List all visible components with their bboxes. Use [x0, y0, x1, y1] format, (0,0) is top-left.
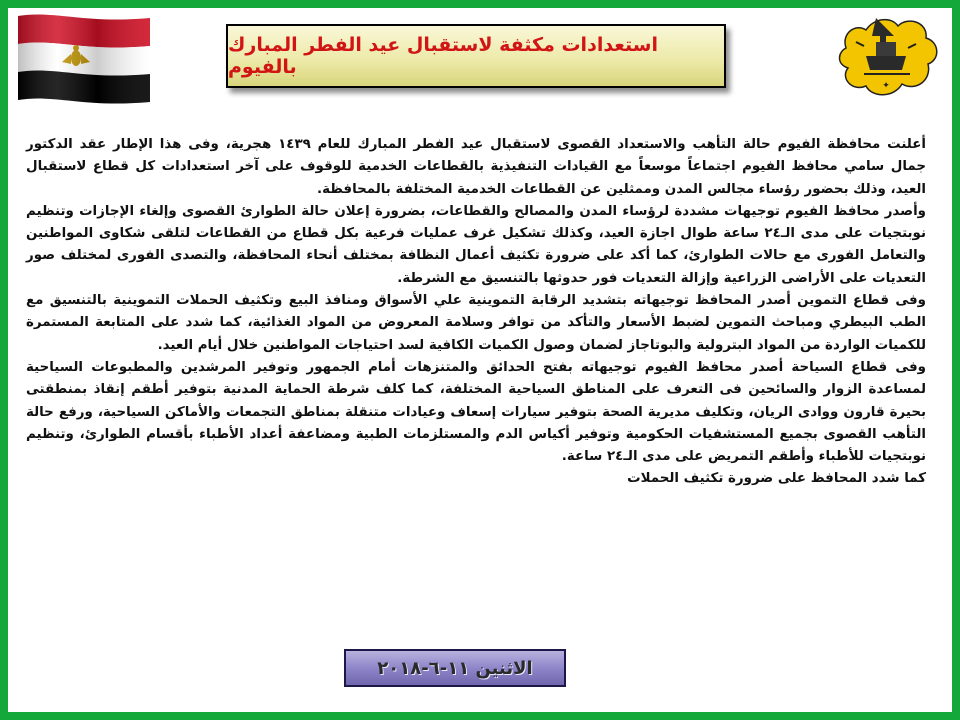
paragraph: كما شدد المحافظ على ضرورة تكثيف الحملات — [627, 471, 926, 487]
headline: استعدادات مكثفة لاستقبال عيد الفطر المبارك بالفيوم — [228, 34, 658, 78]
fayoum-governorate-logo — [836, 8, 946, 103]
paragraph: أعلنت محافظة الفيوم حالة التأهب والاستعداد القصوى لاستقبال عيد الفطر المبارك للعام ١٤٣٩ هجرية، وفى هذا الإطار عقد الدكتور جمال سامي محافظ الفيوم اجتماعاً موسعاً مع القيادات التنفيذية بالقطاعات الخدمية للوقوف على آخر استعدادات كل قطاع لاستقبال العيد، وذلك بحضور رؤساء مجالس المدن وممثلين عن القطاعات الخدمية المختلفة بالمحافظة. — [26, 137, 926, 197]
paragraph: وفى قطاع التموين أصدر المحافظ توجيهاته بتشديد الرقابة التموينية علي الأسواق ومنافذ البيع وتكثيف الحملات التموينية بالتنسيق مع الطب البيطري ومباحث التموين لضبط الأسعار والتأكد من توافر وسلامة المعروض من المواد الغذائية، كما شدد على المتابعة المستمرة للكميات الواردة من المواد البترولية والبوتاجاز لضمان وصول الكميات الكافية لسد احتياجات المواطنين خلال أيام العيد. — [26, 293, 926, 353]
article-body — [26, 134, 926, 491]
date-label: الاثنين ١١-٦-٢٠١٨ — [377, 657, 533, 679]
paragraph: وأصدر محافظ الفيوم توجيهات مشددة لرؤساء المدن والمصالح والقطاعات، بضرورة إعلان حالة الطوارئ القصوى وإلغاء الإجازات وتنظيم نوبتجيات على مدى الـ٢٤ ساعة طوال اجازة العيد، وكذلك تشكيل غرف عمليات فرعية بكل قطاع من القطاعات لتلقى شكاوى المواطنين والتعامل الفورى مع حالات الطوارئ، كما أكد على ضرورة تكثيف أعمال النظافة بمختلف أنحاء المحافظة، والتصدى الفورى لمختلف صور التعديات على الأراضى الزراعية وإزالة التعديات فور حدوثها بالتنسيق مع الشرطة. — [26, 203, 926, 286]
headline-box — [226, 24, 726, 88]
svg-text:✦: ✦ — [882, 81, 890, 91]
date-box — [344, 649, 566, 687]
paragraph: وفى قطاع السياحة أصدر محافظ الفيوم توجيهاته بفتح الحدائق والمتنزهات أمام الجمهور وتوفير المرشدين والمطبوعات السياحية لمساعدة الزوار والسائحين فى التعرف على المناطق السياحية المختلفة، كما كلف شرطة الحماية المدنية بتوفير أطقم إنقاذ بمنطقتى بحيرة قارون ووادى الريان، وتكليف مديرية الصحة بتوفير سيارات إسعاف وعيادات متنقلة بمناطق التجمعات والأماكن السياحية، ورفع حالة التأهب القصوى بجميع المستشفيات الحكومية وتوفير أكياس الدم والمستلزمات الطبية ومضاعفة أعداد الأطباء بأقسام الطوارئ، وتنظيم نوبتجيات للأطباء وأطقم التمريض على مدى الـ٢٤ ساعة. — [26, 359, 926, 465]
egypt-flag-icon — [14, 10, 154, 110]
